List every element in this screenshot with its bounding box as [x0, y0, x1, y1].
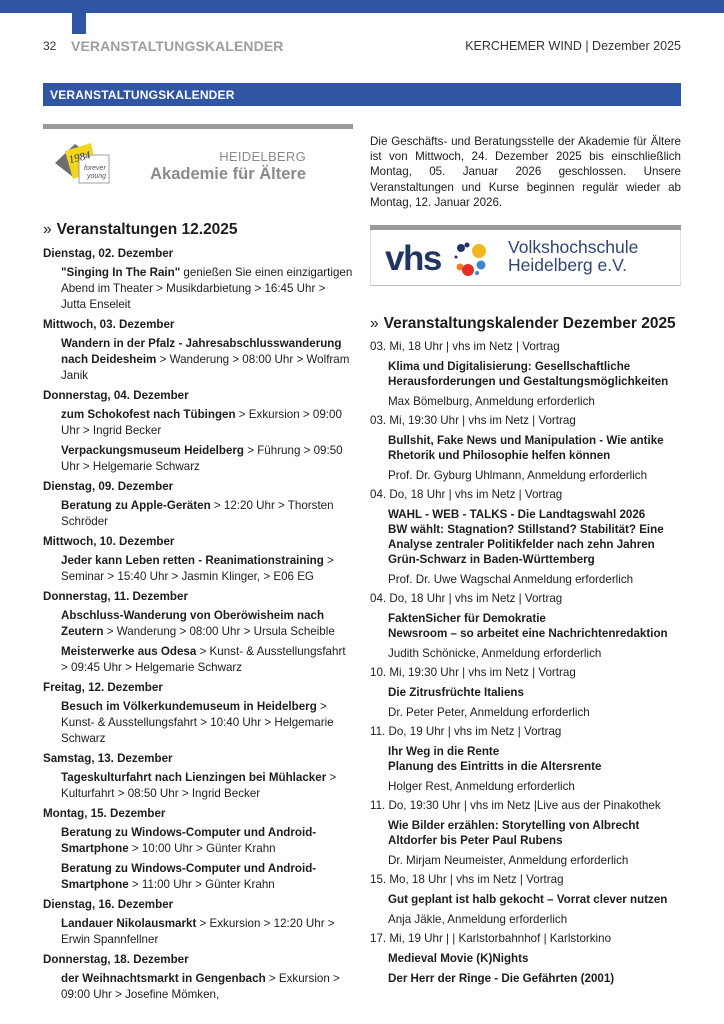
event-meta: 15. Mo, 18 Uhr | vhs im Netz | Vortrag: [370, 873, 564, 887]
event-item: [43, 825, 353, 857]
event-details: > Exkursion > 09:00 Uhr > Ingrid Becker: [61, 408, 342, 437]
event-details: > Wanderung > 08:00 Uhr > Ursula Scheible: [103, 625, 335, 638]
event-details: > 10:00 Uhr > Günter Krahn: [128, 842, 276, 855]
event-presenter: Prof. Dr. Gyburg Uhlmann, Anmeldung erforderlich: [388, 469, 648, 483]
event-meta: 04. Do, 18 Uhr | vhs im Netz | Vortrag: [370, 592, 563, 606]
event-date: Mittwoch, 03. Dezember: [43, 318, 175, 331]
section-banner: [43, 83, 681, 106]
event-details: > Exkursion > 12:20 Uhr > Erwin Spannfellner: [61, 917, 335, 946]
page-header: [43, 37, 681, 57]
event-title: FaktenSicher für Demokratie: [388, 612, 546, 626]
akademie-events-heading: » Veranstaltungen 12.2025: [43, 221, 238, 238]
event-title: Ihr Weg in die Rente: [388, 745, 500, 759]
event-title: Beratung zu Apple-Geräten: [61, 499, 211, 512]
event-item: [43, 265, 353, 313]
event-subtitle: Der Herr der Ringe - Die Gefährten (2001): [388, 972, 615, 986]
forever-young-badge-icon: [53, 141, 111, 185]
akademie-city: HEIDELBERG: [219, 149, 306, 164]
raquo-icon: »: [43, 221, 52, 238]
event-item: [43, 498, 353, 530]
event-title: Jeder kann Leben retten - Reanimationstraining: [61, 554, 324, 567]
vhs-events-heading: » Veranstaltungskalender Dezember 2025: [370, 315, 676, 333]
akademie-name: Akademie für Ältere: [150, 165, 306, 183]
badge-tagline-1: forever: [84, 165, 106, 172]
badge-year: 1984: [67, 149, 92, 167]
event-title: der Weihnachtsmarkt in Gengenbach: [61, 972, 266, 985]
event-date: Dienstag, 02. Dezember: [43, 247, 174, 260]
event-title: BW wählt: Stagnation? Stillstand? Stabilität? Eine Analyse zentraler Politikfelder nach zehn Jahren Grün-Schwarz in Baden-Württemberg: [388, 523, 664, 567]
event-presenter: Holger Rest, Anmeldung erforderlich: [388, 780, 575, 794]
event-details: > Seminar > 15:40 Uhr > Jasmin Klinger, > E06 EG: [61, 554, 334, 583]
page-number: 32: [43, 39, 57, 53]
event-presenter: Max Bömelburg, Anmeldung erforderlich: [388, 395, 595, 409]
closure-notice: Die Geschäfts- und Beratungsstelle der Akademie für Ältere ist von Mittwoch, 24. Dezember 2025 bis einschließlich Montag, 05. Januar 2026 geschlossen. Unsere Veranstaltungen und Kurse beginnen regulär wieder ab Montag, 12. Januar 2026.: [370, 135, 681, 209]
event-title: Verpackungsmuseum Heidelberg: [61, 444, 244, 457]
event-title: Wie Bilder erzählen: Storytelling von Albrecht Altdorfer bis Peter Paul Rubens: [388, 819, 640, 848]
event-item: [43, 608, 353, 640]
event-presenter: Judith Schönicke, Anmeldung erforderlich: [388, 647, 602, 661]
event-title: Besuch im Völkerkundemuseum in Heidelberg: [61, 700, 317, 713]
event-details: genießen Sie einen einzigartigen Abend im Theater > Musikdarbietung > 16:45 Uhr > Jutta Enseleit: [61, 266, 353, 311]
event-details: > Kunst- & Ausstellungsfahrt > 09:45 Uhr > Helgemarie Schwarz: [61, 645, 346, 674]
event-item: [43, 861, 353, 893]
event-meta: 11. Do, 19:30 Uhr | vhs im Netz |Live aus der Pinakothek: [370, 799, 661, 813]
event-item: [43, 336, 353, 384]
raquo-icon: »: [370, 315, 379, 333]
event-meta: 17. Mi, 19 Uhr | | Karlstorbahnhof | Karlstorkino: [370, 932, 612, 946]
event-title: Meisterwerke aus Odesa: [61, 645, 197, 658]
event-title: zum Schokofest nach Tübingen: [61, 408, 236, 421]
event-date: Dienstag, 16. Dezember: [43, 898, 174, 911]
event-date: Montag, 15. Dezember: [43, 807, 166, 820]
event-item: [43, 553, 353, 585]
top-color-tab: [72, 13, 86, 34]
event-details: > 11:00 Uhr > Günter Krahn: [128, 878, 275, 891]
event-date: Dienstag, 09. Dezember: [43, 480, 174, 493]
event-title: WAHL - WEB - TALKS - Die Landtagswahl 2026: [388, 508, 646, 522]
akademie-event-list: [43, 246, 353, 1003]
event-title: Beratung zu Windows-Computer und Android-Smartphone: [61, 826, 317, 855]
event-presenter: Prof. Dr. Uwe Wagschal Anmeldung erforderlich: [388, 573, 634, 587]
event-date: Donnerstag, 18. Dezember: [43, 953, 189, 966]
event-title: Beratung zu Windows-Computer und Android-Smartphone: [61, 862, 317, 891]
event-title: Die Zitrusfrüchte Italiens: [388, 686, 524, 700]
event-details: > Exkursion > 09:00 Uhr > Josefine Mömken,: [61, 972, 340, 1001]
event-presenter: Dr. Peter Peter, Anmeldung erforderlich: [388, 706, 590, 720]
event-meta: 03. Mi, 19:30 Uhr | vhs im Netz | Vortrag: [370, 414, 576, 428]
event-details: > Kulturfahrt > 08:50 Uhr > Ingrid Becker: [61, 771, 337, 800]
event-title: Medieval Movie (K)Nights: [388, 952, 529, 966]
event-title: Abschluss-Wanderung von Oberöwisheim nach Zeutern: [61, 609, 325, 638]
event-item: [43, 770, 353, 802]
vhs-event-list: [370, 339, 681, 986]
event-presenter: Dr. Mirjam Neumeister, Anmeldung erforderlich: [388, 854, 629, 868]
event-item: [43, 644, 353, 676]
event-meta: 11. Do, 19 Uhr | vhs im Netz | Vortrag: [370, 725, 562, 739]
event-date: Freitag, 12. Dezember: [43, 681, 163, 694]
event-title: Wandern in der Pfalz - Jahresabschlusswanderung nach Deidesheim: [61, 337, 342, 366]
vhs-name: Volkshochschule Heidelberg e.V.: [508, 237, 639, 276]
event-details: > Führung > 09:50 Uhr > Helgemarie Schwarz: [61, 444, 343, 473]
event-item: [43, 443, 353, 475]
event-title: Klima und Digitalisierung: Gesellschaftliche Herausforderungen und Gestaltungsmöglichkeiten: [388, 360, 669, 389]
event-item: [43, 916, 353, 948]
event-details: > Kunst- & Ausstellungsfahrt > 10:40 Uhr > Helgemarie Schwarz: [61, 700, 334, 745]
vhs-logo: [370, 230, 681, 286]
event-meta: 03. Mi, 18 Uhr | vhs im Netz | Vortrag: [370, 340, 560, 354]
event-item: [43, 971, 353, 1003]
akademie-column: [43, 124, 353, 1007]
event-title: Landauer Nikolausmarkt: [61, 917, 197, 930]
event-title: Tageskulturfahrt nach Lienzingen bei Mühlacker: [61, 771, 327, 784]
badge-tagline-2: young: [87, 173, 107, 180]
event-item: [43, 699, 353, 747]
vhs-column: [370, 134, 681, 991]
akademie-logo: [43, 129, 353, 197]
event-title: Newsroom – so arbeitet eine Nachrichtenredaktion: [388, 627, 668, 641]
event-presenter: Anja Jäkle, Anmeldung erforderlich: [388, 913, 568, 927]
event-title: Planung des Eintritts in die Altersrente: [388, 760, 602, 774]
vhs-dots-icon: [451, 240, 491, 280]
event-item: [43, 407, 353, 439]
event-date: Donnerstag, 11. Dezember: [43, 590, 188, 603]
event-date: Mittwoch, 10. Dezember: [43, 535, 175, 548]
event-title: Bullshit, Fake News und Manipulation - Wie antike Rhetorik und Philosophie helfen können: [388, 434, 664, 463]
top-color-bar: [0, 0, 724, 13]
vhs-wordmark: vhs: [385, 239, 441, 279]
event-details: > 12:20 Uhr > Thorsten Schröder: [61, 499, 334, 528]
event-meta: 10. Mi, 19:30 Uhr | vhs im Netz | Vortrag: [370, 666, 576, 680]
event-meta: 04. Do, 18 Uhr | vhs im Netz | Vortrag: [370, 488, 563, 502]
event-title: Gut geplant ist halb gekocht – Vorrat clever nutzen: [388, 893, 668, 907]
event-title: "Singing In The Rain": [61, 266, 181, 279]
event-details: > Wanderung > 08:00 Uhr > Wolfram Janik: [61, 353, 350, 382]
publication-title: KERCHEMER WIND | Dezember 2025: [465, 39, 681, 53]
section-banner-label: VERANSTALTUNGSKALENDER: [50, 88, 235, 102]
event-date: Donnerstag, 04. Dezember: [43, 389, 189, 402]
running-section-title: VERANSTALTUNGSKALENDER: [71, 38, 284, 54]
event-date: Samstag, 13. Dezember: [43, 752, 173, 765]
